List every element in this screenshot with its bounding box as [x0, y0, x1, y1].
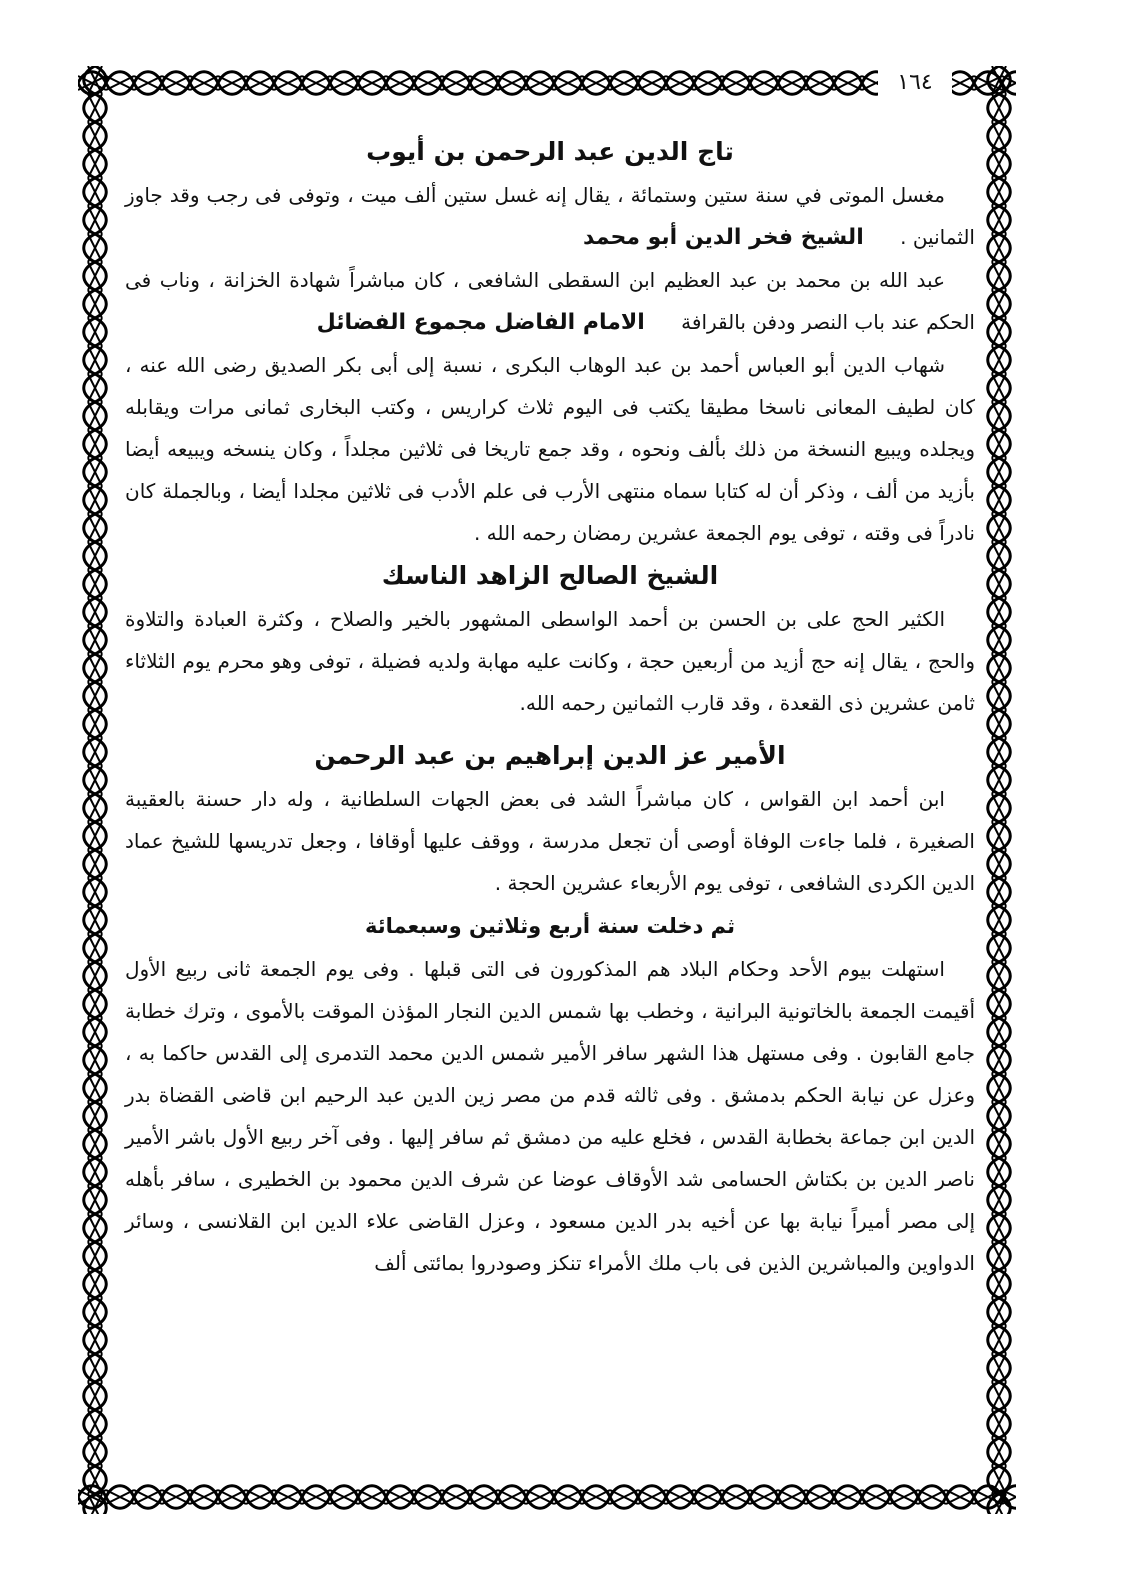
entry-paragraph-2: عبد الله بن محمد بن عبد العظيم ابن السقطى الشافعى ، كان مباشراً شهادة الخزانة ، وناب فى الحكم عند باب النصر ودفن بالقرافة الامام الفاضل مجموع الفضائل [125, 268, 975, 335]
year-heading: ثم دخلت سنة أربع وثلاثين وسبعمائة [364, 914, 736, 938]
entry-paragraph-6: استهلت بيوم الأحد وحكام البلاد هم المذكورون فى التى قبلها . وفى يوم الجمعة ثانى ربيع الأول أقيمت الجمعة بالخاتونية البرانية ، وخطب بها شمس الدين النجار المؤذن الموقت بالأموى ، وترك خطابة جامع القابون . وفى مستهل هذا الشهر سافر الأمير شمس الدين محمد التدمرى إلى القدس حاكما به ، وعزل عن نيابة الحكم بدمشق . وفى ثالثه قدم من مصر زين الدين عبد الرحيم ابن قاضى القضاة بدر الدين ابن جماعة بخطابة القدس ، فخلع عليه من دمشق ثم سافر إليها . وفى آخر ربيع الأول باشر الأمير ناصر الدين بن بكتاش الحسامى شد الأوقاف عوضا عن شرف الدين محمود بن الخطيرى ، سافر بأهله إلى مصر أميراً نيابة بها عن أخيه بدر الدين مسعود ، وعزل القاضى علاء الدين ابن القلانسى ، وسائر الدواوين والمباشرين الذين فى باب ملك الأمراء تنكز وصودروا بمائتى ألف [125, 957, 975, 1275]
inline-heading: الشيخ فخر الدين أبو محمد [583, 225, 864, 250]
border-left [78, 66, 112, 1514]
border-top [78, 66, 1016, 100]
entry-paragraph-1: مغسل الموتى في سنة ستين وستمائة ، يقال إنه غسل ستين ألف ميت ، وتوفى فى رجب وقد جاوز الثمانين . الشيخ فخر الدين أبو محمد [125, 183, 975, 250]
page-body [125, 130, 975, 1284]
entry-heading-1: تاج الدين عبد الرحمن بن أيوب [366, 137, 734, 166]
entry-paragraph-5: ابن أحمد ابن القواس ، كان مباشراً الشد فى بعض الجهات السلطانية ، وله دار حسنة بالعقيبة الصغيرة ، فلما جاءت الوفاة أوصى أن تجعل مدرسة ، ووقف عليها أوقافا ، وجعل تدريسها للشيخ عماد الدين الكردى الشافعى ، توفى يوم الأربعاء عشرين الحجة . [125, 787, 975, 895]
page-number: ١٦٤ [878, 70, 952, 96]
border-right [982, 66, 1016, 1514]
entry-heading-3: الأمير عز الدين إبراهيم بن عبد الرحمن [314, 741, 786, 770]
entry-heading-2: الشيخ الصالح الزاهد الناسك [381, 561, 719, 590]
border-bottom [78, 1480, 1016, 1514]
inline-heading: الامام الفاضل مجموع الفضائل [316, 310, 645, 335]
entry-paragraph-3: شهاب الدين أبو العباس أحمد بن عبد الوهاب البكرى ، نسبة إلى أبى بكر الصديق رضى الله عنه ، كان لطيف المعانى ناسخا مطيقا يكتب فى اليوم ثلاث كراريس ، وكتب البخارى ثمانى مرات ويقابله ويجلده ويبيع النسخة من ذلك بألف ونحوه ، وقد جمع تاريخا فى ثلاثين مجلداً ، وكان ينسخه ويبيعه أيضا بأزيد من ألف ، وذكر أن له كتابا سماه منتهى الأرب فى علم الأدب فى ثلاثين مجلدا أيضا ، وبالجملة كان نادراً فى وقته ، توفى يوم الجمعة عشرين رمضان رحمه الله . [125, 353, 975, 545]
entry-paragraph-4: الكثير الحج على بن الحسن بن أحمد الواسطى المشهور بالخير والصلاح ، وكثرة العبادة والتلاوة والحج ، يقال إنه حج أزيد من أربعين حجة ، وكانت عليه مهابة ولديه فضيلة ، توفى وهو محرم يوم الثلاثاء ثامن عشرين ذى القعدة ، وقد قارب الثمانين رحمه الله. [125, 607, 975, 715]
